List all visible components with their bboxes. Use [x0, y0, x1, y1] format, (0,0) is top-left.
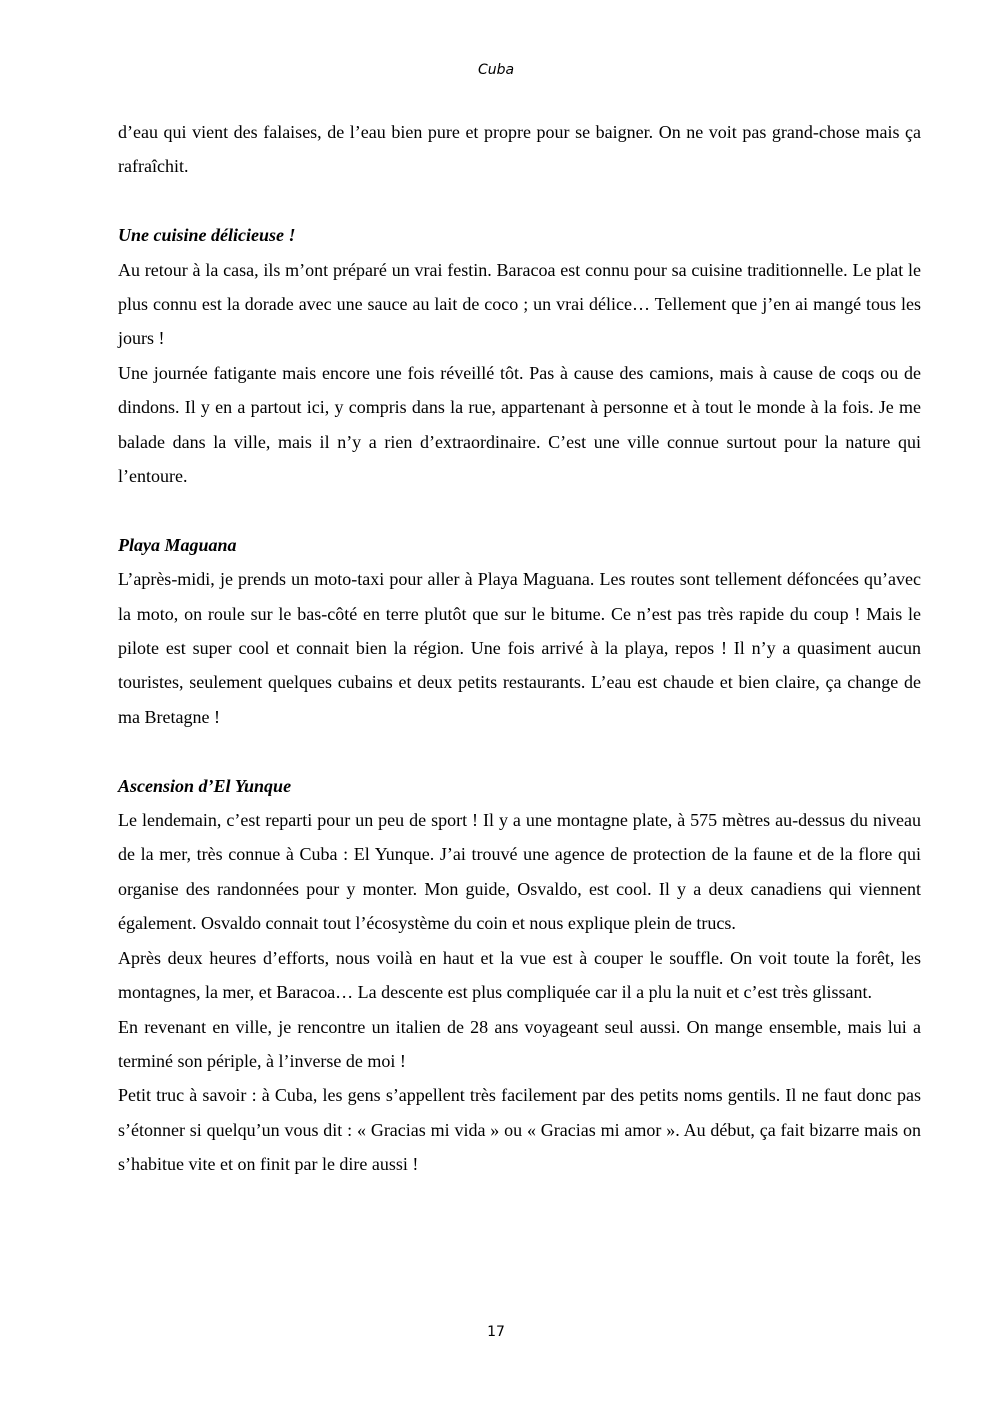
paragraph: En revenant en ville, je rencontre un italien de 28 ans voyageant seul aussi. On mange ensemble, mais lui a terminé son périple, à l’inverse de moi ! — [118, 1016, 921, 1071]
paragraph: Une journée fatigante mais encore une fois réveillé tôt. Pas à cause des camions, mais à cause de coqs ou de dindons. Il y en a partout ici, y compris dans la rue, appartenant à personne et à tout le monde à la fois. Je me balade dans la ville, mais il n’y a rien d’extraordinaire. C’est une ville connue surtout pour la nature qui l’entoure. — [118, 362, 921, 487]
paragraph: Après deux heures d’efforts, nous voilà en haut et la vue est à couper le souffle. On voit toute la forêt, les montagnes, la mer, et Baracoa… La descente est plus compliquée car il a plu la nuit et c’est très glissant. — [118, 947, 921, 1003]
page-number: 17 — [487, 1324, 505, 1340]
running-header: Cuba — [477, 62, 515, 78]
section-heading-el-yunque: Ascension d’El Yunque — [118, 775, 292, 796]
paragraph: Le lendemain, c’est reparti pour un peu de sport ! Il y a une montagne plate, à 575 mètres au-dessus du niveau de la mer, très connue à Cuba : El Yunque. J’ai trouvé une agence de protection de la faune et de la flore qui organise des randonnées pour y monter. Mon guide, Osvaldo, est cool. Il y a deux canadiens qui viennent également. Osvaldo connait tout l’écosystème du coin et nous explique plein de trucs. — [118, 810, 921, 934]
paragraph: d’eau qui vient des falaises, de l’eau bien pure et propre pour se baigner. On ne voit pas grand-chose mais ça rafraîchit. — [118, 122, 921, 177]
section-heading-cuisine: Une cuisine délicieuse ! — [118, 225, 296, 246]
page-body — [118, 115, 921, 1182]
paragraph: L’après-midi, je prends un moto-taxi pour aller à Playa Maguana. Les routes sont tellement défoncées qu’avec la moto, on roule sur le bas-côté en terre plutôt que sur le bitume. Ce n’est pas très rapide du coup ! Mais le pilote est super cool et connait bien la région. Une fois arrivé à la playa, repos ! Il n’y a quasiment aucun touristes, seulement quelques cubains et deux petits restaurants. L’eau est chaude et bien claire, ça change de ma Bretagne ! — [118, 569, 921, 727]
paragraph: Au retour à la casa, ils m’ont préparé un vrai festin. Baracoa est connu pour sa cuisine traditionnelle. Le plat le plus connu est la dorade avec une sauce au lait de coco ; un vrai délice… Tellement que j’en ai mangé tous les jours ! — [118, 259, 921, 349]
section-heading-playa-maguana: Playa Maguana — [118, 534, 237, 555]
paragraph: Petit truc à savoir : à Cuba, les gens s’appellent très facilement par des petits noms gentils. Il ne faut donc pas s’étonner si quelqu’un vous dit : « Gracias mi vida » ou « Gracias mi amor ». Au début, ça fait bizarre mais on s’habitue vite et on finit par le dire aussi ! — [118, 1085, 921, 1175]
